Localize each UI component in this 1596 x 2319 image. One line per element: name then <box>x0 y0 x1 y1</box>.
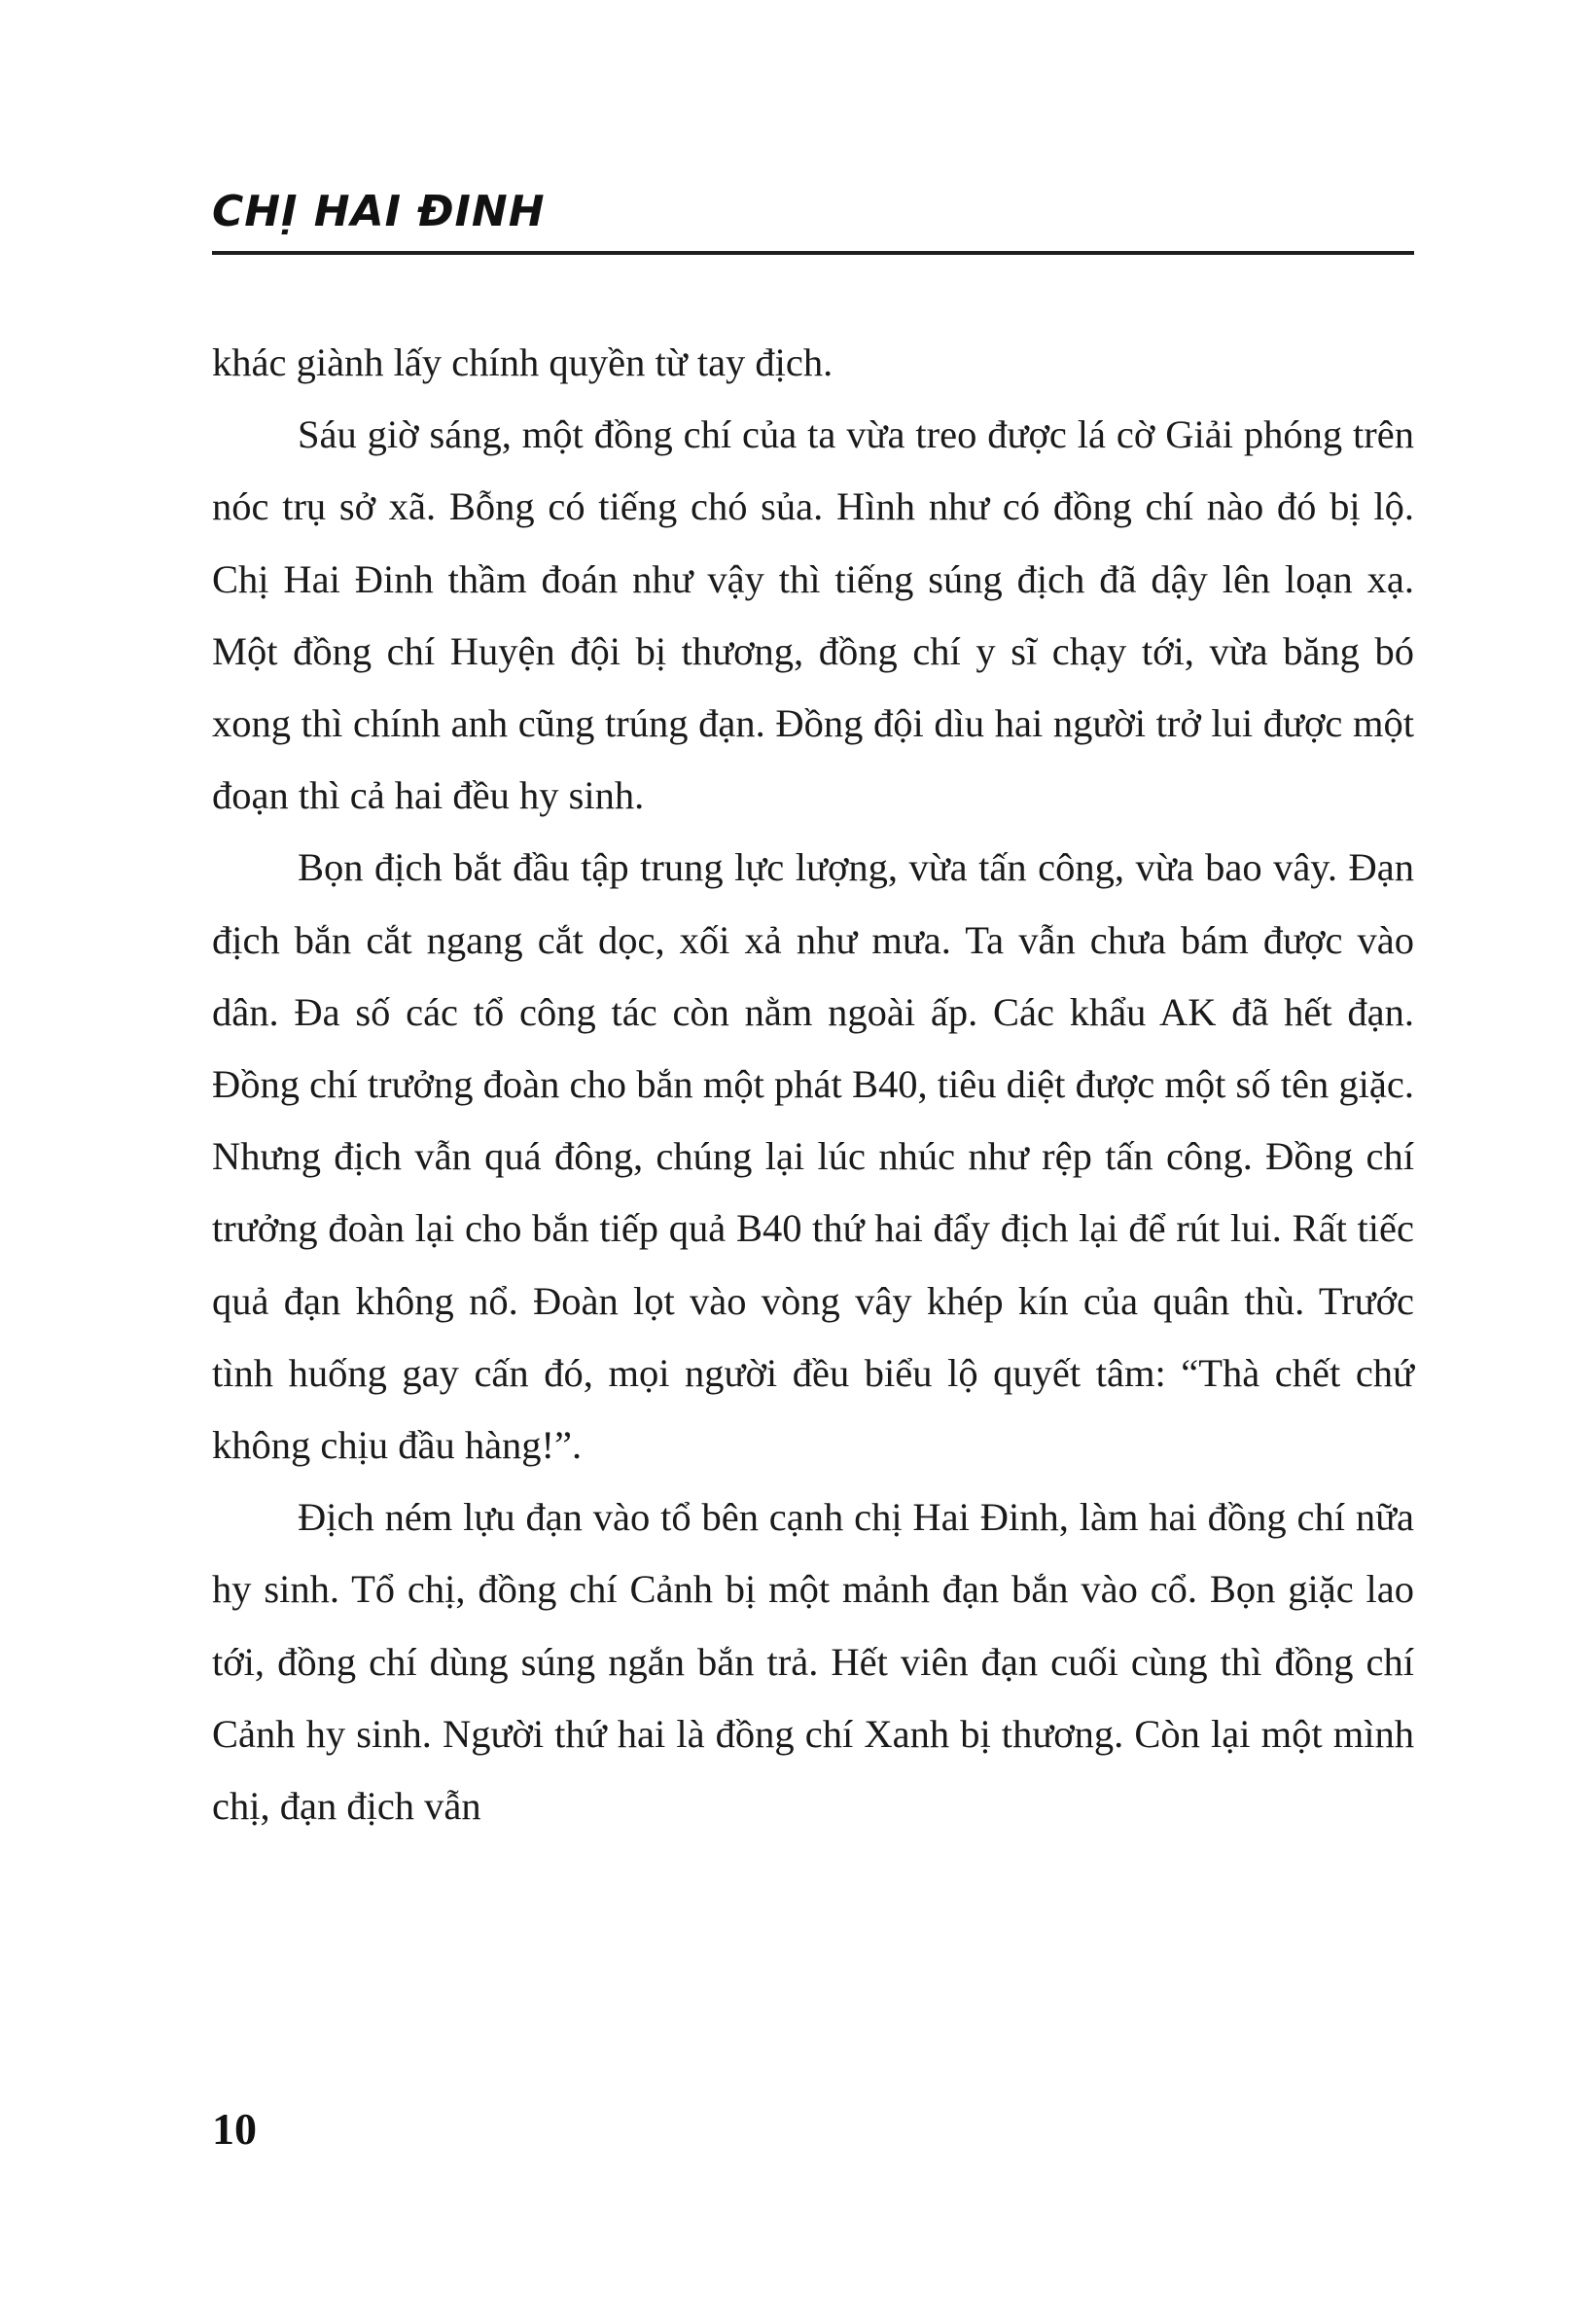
paragraph: Địch ném lựu đạn vào tổ bên cạnh chị Hai Đinh, làm hai đồng chí nữa hy sinh. Tổ chị, đồng chí Cảnh bị một mảnh đạn bắn vào cổ. Bọn giặc lao tới, đồng chí dùng súng ngắn bắn trả. Hết viên đạn cuối cùng thì đồng chí Cảnh hy sinh. Người thứ hai là đồng chí Xanh bị thương. Còn lại một mình chị, đạn địch vẫn <box>212 1495 1414 1829</box>
page-header <box>212 187 1414 255</box>
paragraph: Sáu giờ sáng, một đồng chí của ta vừa treo được lá cờ Giải phóng trên nóc trụ sở xã. Bỗng có tiếng chó sủa. Hình như có đồng chí nào đó bị lộ. Chị Hai Đinh thầm đoán như vậy thì tiếng súng địch đã dậy lên loạn xạ. Một đồng chí Huyện đội bị thương, đồng chí y sĩ chạy tới, vừa băng bó xong thì chính anh cũng trúng đạn. Đồng đội dìu hai người trở lui được một đoạn thì cả hai đều hy sinh. <box>212 412 1414 818</box>
page-number: 10 <box>212 2104 257 2154</box>
body-text <box>212 327 1414 1842</box>
paragraph-continued: khác giành lấy chính quyền từ tay địch. <box>212 340 833 384</box>
paragraph: Bọn địch bắt đầu tập trung lực lượng, vừa tấn công, vừa bao vây. Đạn địch bắn cắt ngang cắt dọc, xối xả như mưa. Ta vẫn chưa bám được vào dân. Đa số các tổ công tác còn nằm ngoài ấp. Các khẩu AK đã hết đạn. Đồng chí trưởng đoàn cho bắn một phát B40, tiêu diệt được một số tên giặc. Nhưng địch vẫn quá đông, chúng lại lúc nhúc như rệp tấn công. Đồng chí trưởng đoàn lại cho bắn tiếp quả B40 thứ hai đẩy địch lại để rút lui. Rất tiếc quả đạn không nổ. Đoàn lọt vào vòng vây khép kín của quân thù. Trước tình huống gay cấn đó, mọi người đều biểu lộ quyết tâm: “Thà chết chứ không chịu đầu hàng!”. <box>212 845 1414 1468</box>
running-title: CHỊ HAI ĐINH <box>212 187 546 236</box>
header-rule <box>212 251 1414 255</box>
